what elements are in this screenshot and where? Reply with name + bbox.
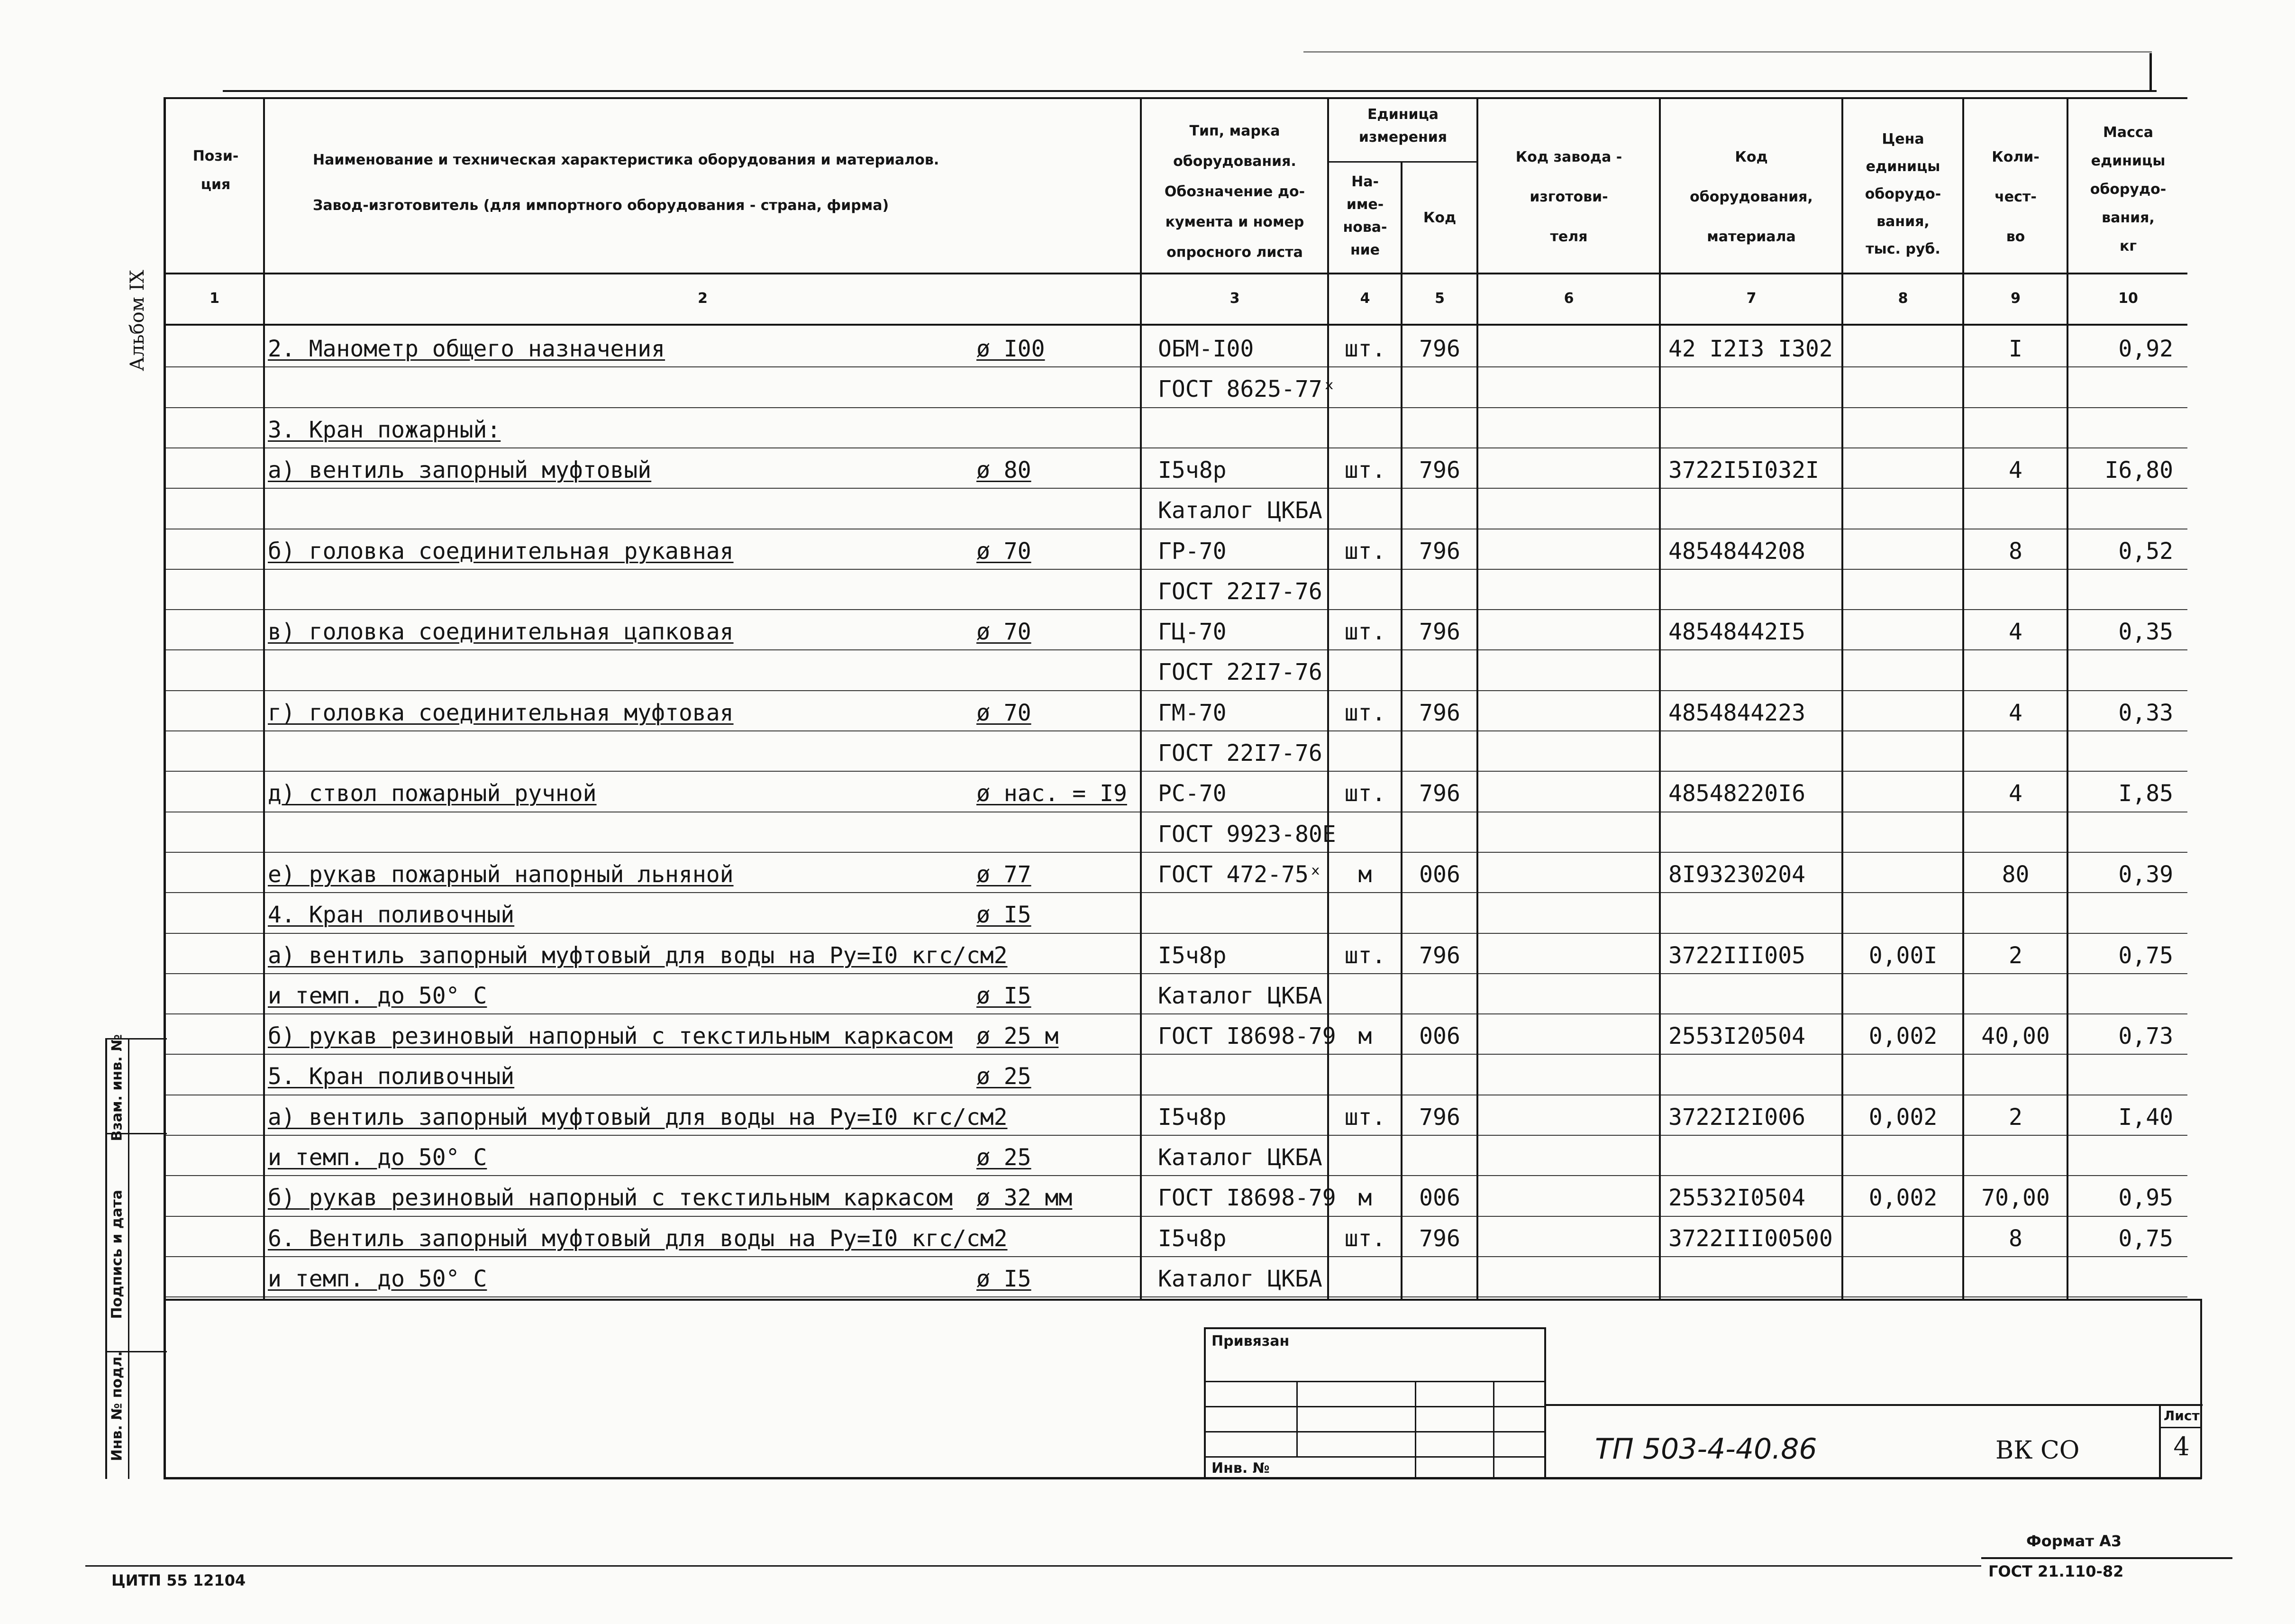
- row-line: [164, 690, 2187, 691]
- item-name: 5. Кран поливочный: [268, 1063, 515, 1090]
- item-unit-name: шт.: [1344, 538, 1386, 565]
- footer-format: Формат А3: [2026, 1532, 2122, 1550]
- item-unit-name: шт.: [1344, 619, 1386, 645]
- col-num-9: 9: [2011, 290, 2021, 307]
- header-top-border: [164, 97, 2187, 99]
- item-diameter: ø 32 мм: [976, 1185, 1073, 1211]
- stamp-sheet-mid: [2159, 1427, 2202, 1428]
- item-quantity: 4: [2009, 619, 2022, 645]
- col-line-6: [1659, 97, 1661, 1300]
- item-type: ГР-70: [1158, 538, 1227, 565]
- item-diameter: ø I5: [976, 902, 1031, 928]
- footer-left-code: ЦИТП 55 12104: [111, 1571, 246, 1589]
- col-header-position: Пози- ция: [192, 148, 239, 193]
- item-type: I5ч8р: [1158, 942, 1227, 969]
- row-line: [164, 1296, 2187, 1297]
- item-unit-name: шт.: [1344, 942, 1386, 969]
- stamp-sheet-left: [2159, 1404, 2161, 1478]
- item-diameter: ø 25: [976, 1144, 1031, 1171]
- item-unit-name: шт.: [1344, 1104, 1386, 1131]
- top-short-line: [1303, 51, 2152, 53]
- item-quantity: 70,00: [1981, 1185, 2050, 1211]
- sheet-label: Лист: [2164, 1408, 2200, 1423]
- item-type: ГОСТ 472-75ˣ: [1158, 861, 1322, 888]
- col-num-4: 4: [1360, 290, 1370, 307]
- stamp-label-sign-date: Подпись и дата: [109, 1190, 126, 1319]
- item-price: 0,002: [1868, 1185, 1938, 1211]
- row-line: [164, 1175, 2187, 1176]
- item-mass: 0,75: [2118, 942, 2173, 969]
- item-diameter: ø I00: [976, 336, 1045, 362]
- item-diameter: ø 77: [976, 861, 1031, 888]
- item-material-code: 48548442I5: [1668, 619, 1805, 645]
- item-name: е) рукав пожарный напорный льняной: [268, 861, 734, 888]
- item-material-code: 25532I0504: [1668, 1185, 1805, 1211]
- row-line: [164, 1135, 2187, 1136]
- row-line: [164, 447, 2187, 448]
- item-type: I5ч8р: [1158, 1225, 1227, 1252]
- item-material-code: 8I93230204: [1668, 861, 1805, 888]
- stamp-bound-top: [1204, 1327, 1545, 1329]
- col-num-7: 7: [1746, 290, 1757, 307]
- item-quantity: 80: [2002, 861, 2030, 888]
- row-line: [164, 488, 2187, 489]
- item-mass: 0,52: [2118, 538, 2173, 565]
- item-unit-code: 006: [1419, 861, 1460, 888]
- item-unit-code: 796: [1419, 700, 1460, 726]
- album-label: Альбом IX: [127, 270, 148, 371]
- item-mass: 0,92: [2118, 336, 2173, 362]
- item-quantity: 8: [2009, 538, 2022, 565]
- header-num-bottom: [164, 324, 2187, 326]
- item-material-code: 48548220I6: [1668, 780, 1805, 807]
- item-name: 2. Манометр общего назначения: [268, 336, 665, 362]
- row-line: [164, 730, 2187, 731]
- header-num-top: [164, 273, 2187, 274]
- item-material-code: 4854844223: [1668, 700, 1805, 726]
- col-header-unit-code: Код: [1423, 210, 1457, 226]
- item-mass: I,85: [2118, 780, 2173, 807]
- item-name: а) вентиль запорный муфтовый для воды на Ру=I0 кгс/см2: [268, 1104, 1008, 1131]
- item-quantity: 40,00: [1981, 1023, 2050, 1049]
- item-type: ГОСТ 22I7-76: [1158, 578, 1322, 605]
- left-stamp-border: [105, 1038, 107, 1479]
- col-line-7: [1841, 97, 1843, 1300]
- item-type: I5ч8р: [1158, 1104, 1227, 1131]
- item-unit-code: 006: [1419, 1023, 1460, 1049]
- item-name: и темп. до 50° С: [268, 983, 487, 1009]
- document-code: ТП 503-4-40.86: [1595, 1432, 1817, 1466]
- item-unit-name: м: [1358, 1023, 1372, 1049]
- item-diameter: ø 70: [976, 700, 1031, 726]
- item-diameter: ø 25 м: [976, 1023, 1059, 1049]
- item-material-code: 3722I5I032I: [1668, 457, 1819, 484]
- item-mass: I,40: [2118, 1104, 2173, 1131]
- row-line: [164, 366, 2187, 367]
- item-material-code: 3722III00500: [1668, 1225, 1833, 1252]
- item-diameter: ø нас. = I9: [976, 780, 1127, 807]
- item-diameter: ø 70: [976, 538, 1031, 565]
- item-name: 6. Вентиль запорный муфтовый для воды на Ру=I0 кгс/см2: [268, 1225, 1008, 1252]
- item-name: а) вентиль запорный муфтовый для воды на Ру=I0 кгс/см2: [268, 942, 1008, 969]
- item-type: Каталог ЦКБА: [1158, 497, 1322, 524]
- col-num-10: 10: [2118, 290, 2138, 307]
- col-num-6: 6: [1564, 290, 1574, 307]
- item-unit-name: шт.: [1344, 1225, 1386, 1252]
- col-header-mass: Масса единицы оборудо- вания, кг: [2090, 124, 2167, 255]
- item-quantity: 4: [2009, 457, 2022, 484]
- item-quantity: 4: [2009, 780, 2022, 807]
- item-material-code: 3722III005: [1668, 942, 1805, 969]
- item-name: б) рукав резиновый напорный с текстильным каркасом: [268, 1023, 953, 1049]
- item-material-code: 42 I2I3 I302: [1668, 336, 1833, 362]
- col-line-9: [2067, 97, 2068, 1300]
- footer-gost: ГОСТ 21.110-82: [1988, 1562, 2124, 1580]
- stamp-inv-label: Инв. №: [1211, 1460, 1270, 1477]
- stamp-grid-v3: [1493, 1381, 1494, 1478]
- item-unit-code: 796: [1419, 457, 1460, 484]
- stamp-label-inv-orig: Инв. № подл.: [109, 1351, 126, 1461]
- item-unit-code: 796: [1419, 336, 1460, 362]
- left-stamp-divider: [128, 1038, 129, 1479]
- document-section: ВК СО: [1995, 1436, 2080, 1465]
- item-unit-code: 006: [1419, 1185, 1460, 1211]
- col-num-1: 1: [209, 290, 219, 307]
- item-type: ОБМ-I00: [1158, 336, 1254, 362]
- col-header-unit-name: На- име- нова- ние: [1343, 173, 1387, 258]
- row-line: [164, 1216, 2187, 1217]
- item-mass: 0,95: [2118, 1185, 2173, 1211]
- col-line-8: [1962, 97, 1964, 1300]
- col-header-quantity: Коли- чест- во: [1992, 149, 2040, 245]
- item-unit-code: 796: [1419, 1104, 1460, 1131]
- item-unit-code: 796: [1419, 538, 1460, 565]
- item-type: ГОСТ I8698-79: [1158, 1185, 1336, 1211]
- item-diameter: ø I5: [976, 1266, 1031, 1292]
- item-quantity: 4: [2009, 700, 2022, 726]
- item-unit-name: шт.: [1344, 457, 1386, 484]
- item-unit-code: 796: [1419, 619, 1460, 645]
- item-mass: 0,39: [2118, 861, 2173, 888]
- item-type: ГЦ-70: [1158, 619, 1227, 645]
- item-price: 0,002: [1868, 1023, 1938, 1049]
- row-line: [164, 933, 2187, 934]
- item-type: ГОСТ I8698-79: [1158, 1023, 1336, 1049]
- col-header-name: Наименование и техническая характеристика оборудования и материалов. Завод-изготовитель (для импортного оборудования - страна, фирма): [313, 152, 939, 214]
- item-diameter: ø 25: [976, 1063, 1031, 1090]
- item-name: б) головка соединительная рукавная: [268, 538, 734, 565]
- item-name: и темп. до 50° С: [268, 1144, 487, 1171]
- item-name: в) головка соединительная цапковая: [268, 619, 734, 645]
- item-name: 4. Кран поливочный: [268, 902, 515, 928]
- item-mass: 0,33: [2118, 700, 2173, 726]
- item-unit-name: шт.: [1344, 780, 1386, 807]
- col-header-material-code: Код оборудования, материала: [1690, 149, 1813, 245]
- item-diameter: ø I5: [976, 983, 1031, 1009]
- item-mass: I6,80: [2104, 457, 2173, 484]
- col-num-8: 8: [1898, 290, 1908, 307]
- item-type: ГОСТ 22I7-76: [1158, 740, 1322, 766]
- item-type: ГОСТ 9923-80Е: [1158, 821, 1336, 848]
- item-diameter: ø 80: [976, 457, 1031, 484]
- col-num-2: 2: [698, 290, 708, 307]
- col-line-5: [1476, 97, 1478, 1300]
- row-line: [164, 771, 2187, 772]
- item-material-code: 3722I2I006: [1668, 1104, 1805, 1131]
- item-quantity: I: [2009, 336, 2022, 362]
- item-name: а) вентиль запорный муфтовый: [268, 457, 652, 484]
- item-type: Каталог ЦКБА: [1158, 1266, 1322, 1292]
- col-header-factory-code: Код завода - изготови- теля: [1515, 149, 1622, 245]
- item-type: I5ч8р: [1158, 457, 1227, 484]
- top-margin-line: [223, 90, 2157, 92]
- item-mass: 0,35: [2118, 619, 2173, 645]
- stamp-grid-v1: [1296, 1381, 1298, 1458]
- row-line: [164, 569, 2187, 570]
- item-quantity: 2: [2009, 942, 2022, 969]
- item-name: и темп. до 50° С: [268, 1266, 487, 1292]
- col-num-3: 3: [1229, 290, 1240, 307]
- row-line: [164, 407, 2187, 408]
- item-type: Каталог ЦКБА: [1158, 1144, 1322, 1171]
- item-unit-name: м: [1358, 861, 1372, 888]
- stamp-main-top: [1546, 1404, 2203, 1406]
- item-material-code: 4854844208: [1668, 538, 1805, 565]
- row-line: [164, 1013, 2187, 1014]
- item-mass: 0,73: [2118, 1023, 2173, 1049]
- item-quantity: 8: [2009, 1225, 2022, 1252]
- item-name: 3. Кран пожарный:: [268, 417, 501, 443]
- table-bottom-border: [164, 1477, 2202, 1479]
- col-line-2: [1140, 97, 1142, 1300]
- footer-line-right: [1981, 1557, 2232, 1559]
- col-header-unit-group: Единица измерения: [1358, 106, 1448, 146]
- item-type: ГОСТ 22I7-76: [1158, 659, 1322, 685]
- item-unit-code: 796: [1419, 1225, 1460, 1252]
- item-diameter: ø 70: [976, 619, 1031, 645]
- item-name: д) ствол пожарный ручной: [268, 780, 597, 807]
- row-line: [164, 973, 2187, 974]
- item-unit-code: 796: [1419, 780, 1460, 807]
- item-name: г) головка соединительная муфтовая: [268, 700, 734, 726]
- col-header-type: Тип, марка оборудования. Обозначение до- кумента и номер опросного листа: [1164, 123, 1305, 261]
- col-header-price: Цена единицы оборудо- вания, тыс. руб.: [1865, 131, 1941, 257]
- item-type: ГОСТ 8625-77ˣ: [1158, 376, 1336, 402]
- stamp-grid-v2: [1415, 1381, 1416, 1478]
- col-num-5: 5: [1435, 290, 1445, 307]
- item-price: 0,002: [1868, 1104, 1938, 1131]
- footer-line-left: [85, 1565, 1981, 1567]
- sheet-number: 4: [2173, 1432, 2190, 1461]
- row-line: [164, 1054, 2187, 1055]
- row-line: [164, 852, 2187, 853]
- item-type: РС-70: [1158, 780, 1227, 807]
- row-line: [164, 892, 2187, 893]
- row-line: [164, 649, 2187, 650]
- item-name: б) рукав резиновый напорный с текстильным каркасом: [268, 1185, 953, 1211]
- item-price: 0,00I: [1868, 942, 1938, 969]
- item-mass: 0,75: [2118, 1225, 2173, 1252]
- top-right-mark: [2149, 53, 2152, 91]
- stamp-label-replaced-inv: Взам. инв. №: [109, 1034, 126, 1141]
- item-unit-name: м: [1358, 1185, 1372, 1211]
- row-line: [164, 609, 2187, 610]
- stamp-bound-label: Привязан: [1211, 1333, 1290, 1350]
- item-material-code: 2553I20504: [1668, 1023, 1805, 1049]
- body-bottom-border: [164, 1299, 2202, 1301]
- item-type: Каталог ЦКБА: [1158, 983, 1322, 1009]
- row-line: [164, 1256, 2187, 1257]
- item-type: ГМ-70: [1158, 700, 1227, 726]
- item-unit-name: шт.: [1344, 700, 1386, 726]
- col-line-1: [263, 97, 265, 1300]
- item-quantity: 2: [2009, 1104, 2022, 1131]
- item-unit-code: 796: [1419, 942, 1460, 969]
- item-unit-name: шт.: [1344, 336, 1386, 362]
